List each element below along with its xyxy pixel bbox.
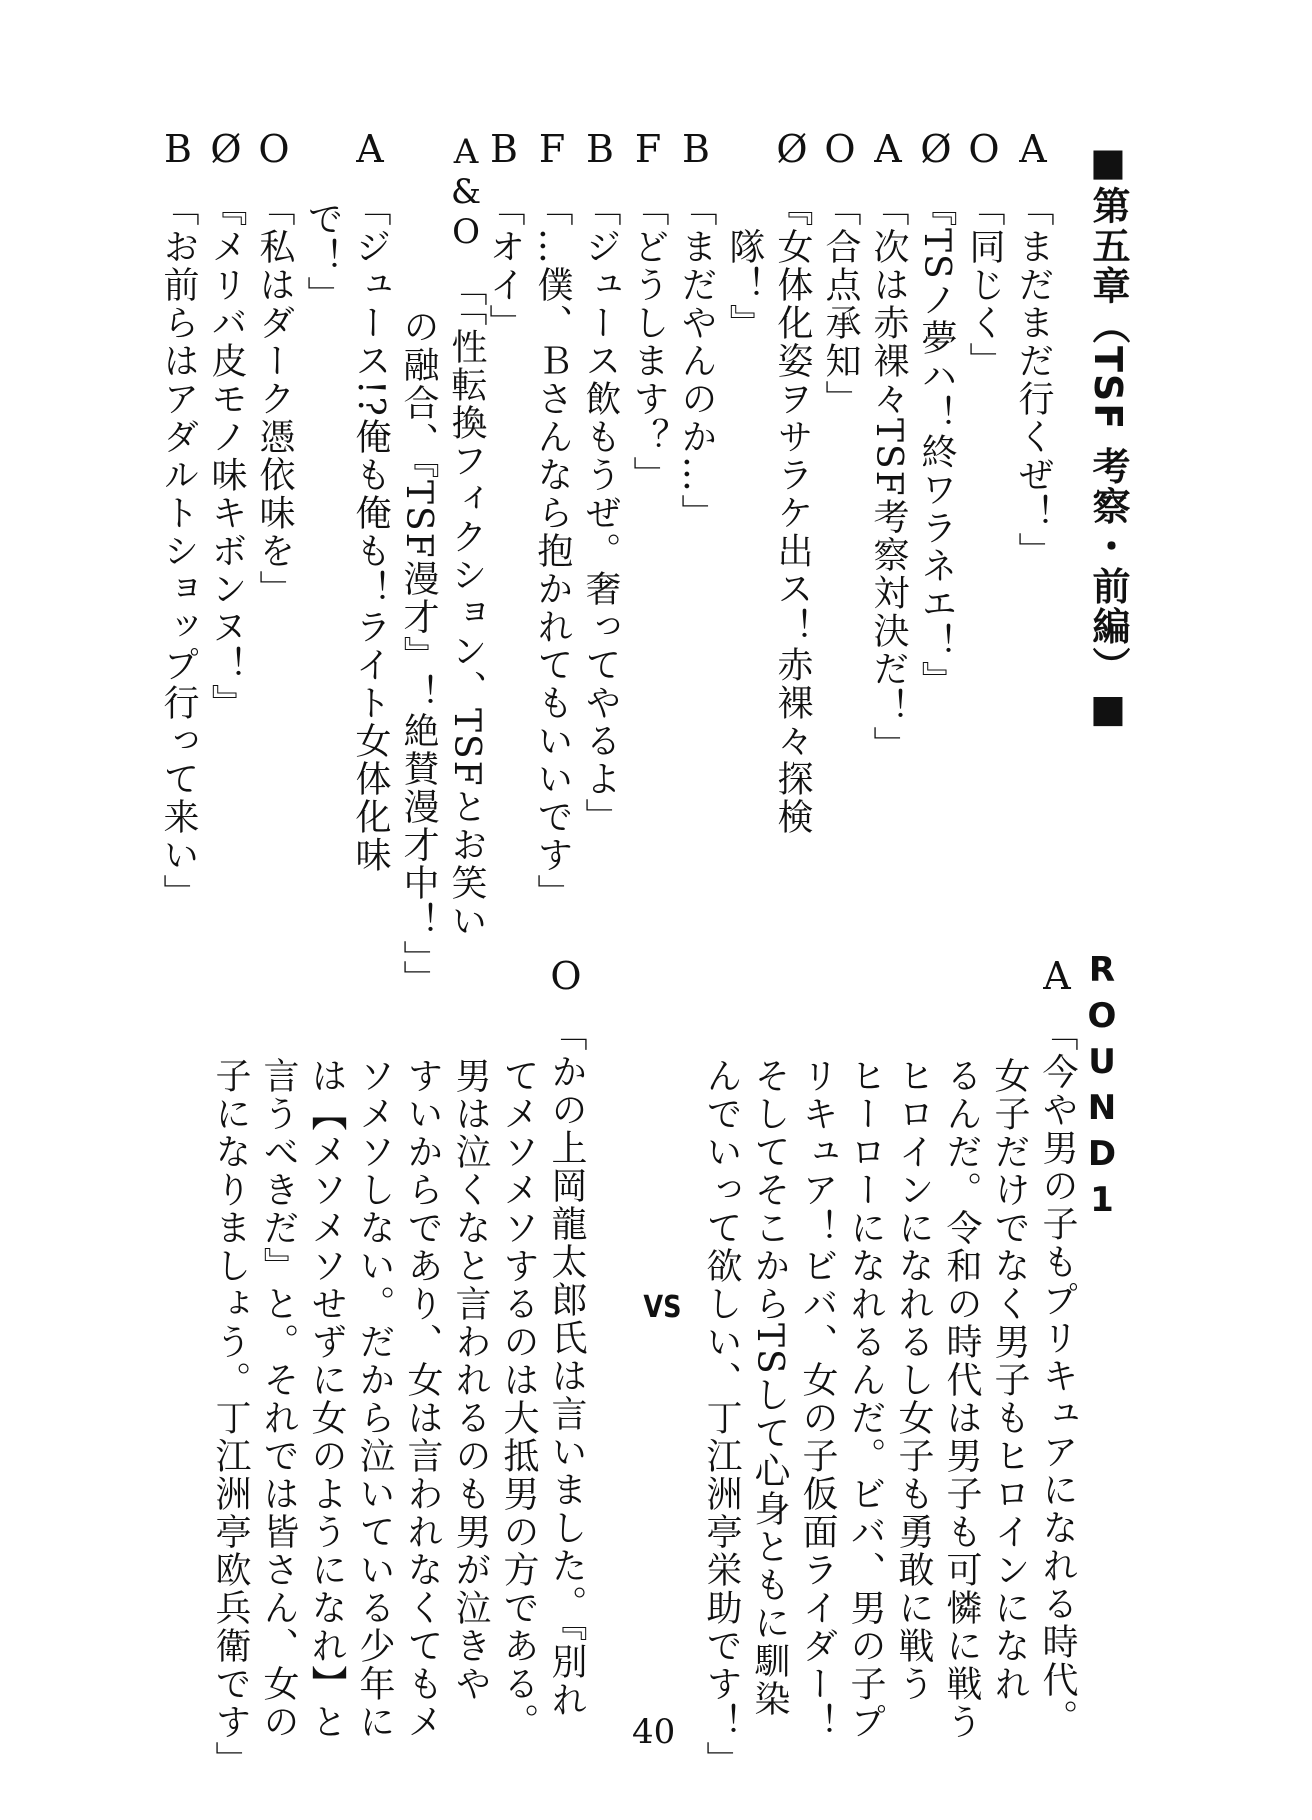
dialogue-line: 「次は赤裸々TSF考察対決だ！」 xyxy=(868,190,909,764)
argument-line: 子になりましょう。丁江洲亭欧兵衛です」 xyxy=(210,1057,251,1779)
argument-line: ヒーローになれるんだ。ビバ、男の子プ xyxy=(845,1057,886,1741)
dialogue-line: 「…僕、Ｂさんなら抱かれてもいいです」 xyxy=(532,190,573,912)
speaker-label: O xyxy=(968,127,1000,171)
dialogue-line: 「まだまだ行くぜ！」 xyxy=(1013,190,1054,570)
argument-line: 女子だけでなく男子もヒロインになれ xyxy=(989,1057,1030,1703)
speaker-label: A xyxy=(1019,127,1047,171)
speaker-label: B xyxy=(586,127,614,171)
dialogue-line: 「ジュース!?俺も俺も！ライト女体化味 xyxy=(350,190,391,874)
speaker-label: B xyxy=(682,127,710,171)
argument-line: 「かの上岡龍太郎氏は言いました。『別れ xyxy=(546,1015,587,1719)
dialogue-line: 「同じく」 xyxy=(964,190,1005,380)
chapter-title: ■第五章（TSF 考察・前編）■ xyxy=(1086,140,1130,733)
argument-line: ソメソしない。だから泣いている少年に xyxy=(354,1057,395,1741)
page-number: 40 xyxy=(632,1712,676,1752)
dialogue-line: 「合点承知」 xyxy=(820,190,861,418)
argument-line: リキュア！ビバ、女の子仮面ライダー！ xyxy=(797,1057,838,1741)
speaker-label: Ø xyxy=(210,127,242,171)
argument-line: 「今や男の子もプリキュアになれる時代。 xyxy=(1037,1015,1078,1737)
argument-line: 男は泣くなと言われるのも男が泣きや xyxy=(450,1057,491,1703)
speaker-label: Ø xyxy=(920,127,952,171)
round-label: ROUND1 xyxy=(1082,950,1122,1226)
argument-line: てメソメソするのは大抵男の方である。 xyxy=(498,1057,539,1741)
dialogue-line: 『メリバ皮モノ味キボンヌ！』 xyxy=(206,190,247,722)
dialogue-line: 「オイ」 xyxy=(484,190,525,342)
speaker-label: A&O xyxy=(446,132,486,252)
dialogue-line: 「私はダーク憑依味を」 xyxy=(254,190,295,608)
argument-line: 言うべきだ』と。それでは皆さん、女の xyxy=(258,1057,299,1741)
dialogue-line: 「お前らはアダルトショップ行って来い」 xyxy=(158,190,199,912)
argument-line: るんだ。令和の時代は男子も可憐に戦う xyxy=(941,1057,982,1741)
argument-line: ヒロインになれるし女子も勇敢に戦う xyxy=(893,1057,934,1703)
speaker-label: O xyxy=(258,127,290,171)
speaker-label: Ø xyxy=(776,127,808,171)
speaker-label: A xyxy=(1043,954,1071,998)
versus-label: VS xyxy=(643,1290,682,1325)
dialogue-line: 「まだやんのか…」 xyxy=(676,190,717,532)
dialogue-continuation: で！」 xyxy=(302,200,343,314)
speaker-label: O xyxy=(824,127,856,171)
dialogue-continuation: の融合、『TSF漫才』！絶賛漫才中！」」 xyxy=(398,270,439,998)
speaker-label: B xyxy=(164,127,192,171)
speaker-label: F xyxy=(538,127,566,171)
argument-line: すいからであり、女は言われなくてもメ xyxy=(402,1057,443,1741)
dialogue-line: 「「性転換フィクション、TSFとお笑い xyxy=(446,270,487,940)
dialogue-continuation: 隊！』 xyxy=(724,190,765,342)
dialogue-line: 「ジュース飲もうぜ。奢ってやるよ」 xyxy=(580,190,621,836)
dialogue-line: 『TSノ夢ハ！終ワラネエ！』 xyxy=(916,190,957,699)
speaker-label: A xyxy=(874,127,902,171)
speaker-label: F xyxy=(634,127,662,171)
argument-line: んでいって欲しい、丁江洲亭栄助です！」 xyxy=(701,1057,742,1779)
argument-line: は【メソメソせずに女のようになれ】と xyxy=(306,1057,347,1741)
speaker-label: B xyxy=(490,127,518,171)
dialogue-line: 『女体化姿ヲサラケ出ス！赤裸々探検 xyxy=(772,190,813,836)
speaker-label: A xyxy=(356,127,384,171)
dialogue-line: 「どうします？」 xyxy=(628,190,669,494)
speaker-label: O xyxy=(550,954,582,998)
argument-line: そしてそこからTSして心身ともに馴染 xyxy=(749,1057,790,1718)
